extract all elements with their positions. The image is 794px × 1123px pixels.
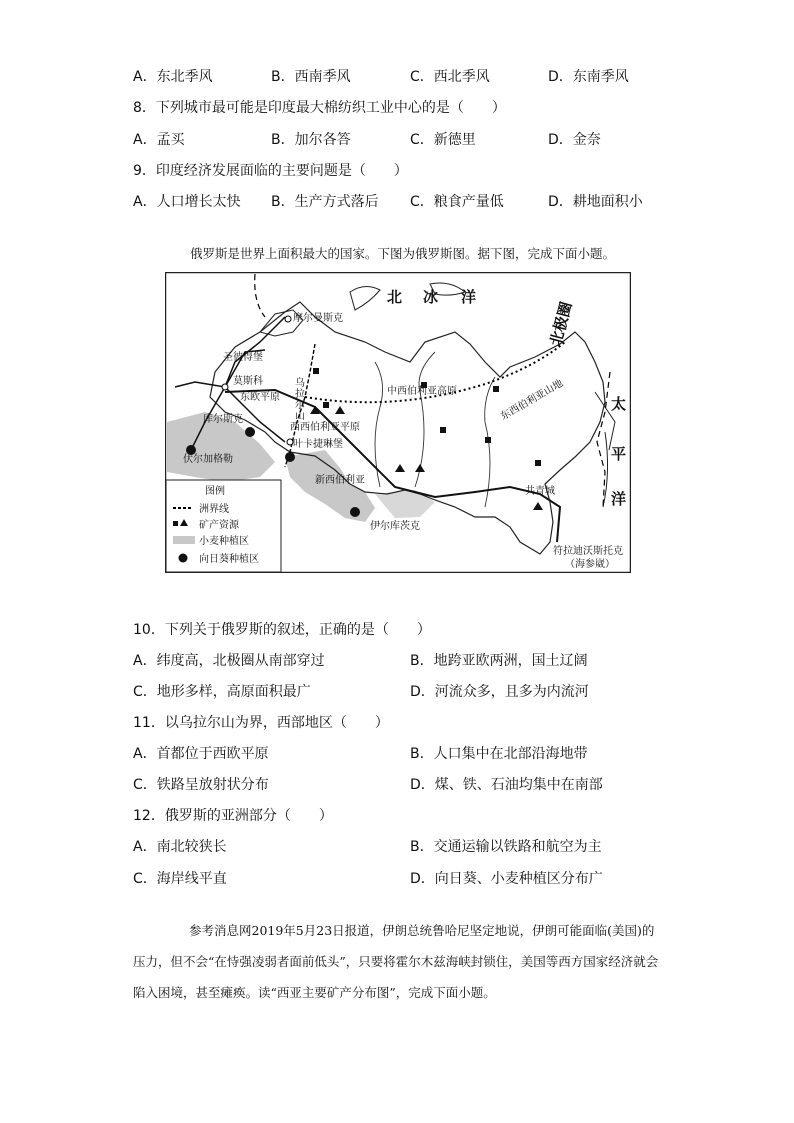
label-ocean-pacific-3: 洋	[611, 490, 627, 508]
legend-item-boundary: 洲界线	[199, 504, 229, 515]
q7-option-d: D．东南季风	[548, 69, 629, 85]
label-kursk: 库尔斯克	[203, 414, 243, 425]
mineral-resource-marker	[440, 427, 446, 433]
q8-option-a: A．孟买	[133, 132, 185, 148]
q7-option-a: A．东北季风	[133, 69, 213, 85]
q7-option-c: C．西北季风	[410, 69, 490, 85]
label-ocean-north-1: 北	[387, 288, 403, 306]
q10-option-a: A．纬度高，北极圈从南部穿过	[133, 653, 325, 669]
iran-paragraph: 参考消息网2019年5月23日报道，伊朗总统鲁哈尼坚定地说，伊朗可能面临(美国)的压力，但不会“在恃强凌弱者面前低头”，只要将霍尔木兹海峡封锁住，美国等西方国家经济就会陷入困境，甚至瘫痪。读“西亚主要矿产分布图”，完成下面小题。	[133, 923, 659, 1000]
q10-option-b: B．地跨亚欧两洲，国土辽阔	[410, 653, 588, 669]
legend-item-mineral: 矿产资源	[199, 520, 239, 531]
label-west-siberian-plain: 西西伯利亚平原	[290, 422, 360, 433]
label-east-european-plain: 东欧平原	[240, 392, 280, 403]
q11-option-b: B．人口集中在北部沿海地带	[410, 746, 588, 762]
label-vladivostok-alt: （海参崴）	[565, 559, 615, 570]
q9-option-b: B．生产方式落后	[271, 194, 379, 210]
label-arctic-circle: 北极圈	[546, 299, 576, 349]
q11-option-a: A．首都位于西欧平原	[133, 746, 269, 762]
label-irkutsk: 伊尔库茨克	[370, 521, 420, 532]
sunflower-marker	[285, 452, 295, 462]
map-legend	[166, 480, 281, 572]
mineral-resource-marker	[485, 437, 491, 443]
mineral-resource-marker	[323, 402, 329, 408]
q11-option-c: C．铁路呈放射状分布	[133, 777, 269, 793]
sunflower-marker	[245, 427, 255, 437]
q9-option-d: D．耕地面积小	[548, 194, 643, 210]
mineral-resource-marker	[535, 460, 541, 466]
legend-sunflower-symbol	[179, 554, 188, 563]
russia-intro: 俄罗斯是世界上面积最大的国家。下图为俄罗斯图。据下图，完成下面小题。	[190, 246, 616, 261]
legend-mineral-symbol	[173, 521, 178, 526]
label-east-siberian-mountains: 东西伯利亚山地	[499, 378, 566, 423]
label-yekaterinburg: 叶卡捷琳堡	[293, 439, 343, 450]
q10-option-c: C．地形多样，高原面积最广	[133, 684, 311, 700]
q11-stem: 11．以乌拉尔山为界，西部地区（ ）	[133, 715, 389, 731]
sunflower-marker	[350, 507, 360, 517]
q8-option-d: D．金奈	[548, 132, 601, 148]
label-volgograd: 伏尔加格勒	[183, 454, 233, 465]
q12-stem: 12．俄罗斯的亚洲部分（ ）	[133, 808, 333, 824]
mineral-resource-marker	[313, 368, 319, 374]
label-vladivostok: 符拉迪沃斯托克	[553, 546, 623, 557]
q12-option-c: C．海岸线平直	[133, 871, 227, 887]
label-ocean-pacific-1: 太	[611, 395, 627, 413]
q10-option-d: D．河流众多，且多为内流河	[410, 684, 589, 700]
mineral-resource-marker	[493, 386, 499, 392]
q10-stem: 10．下列关于俄罗斯的叙述，正确的是（ ）	[133, 622, 431, 638]
q8-option-c: C．新德里	[410, 132, 476, 148]
label-ocean-north-3: 洋	[461, 288, 477, 306]
label-murmansk: 摩尔曼斯克	[293, 313, 343, 324]
label-central-siberian-plateau: 中西伯利亚高原	[387, 386, 457, 397]
q8-stem: 8．下列城市最可能是印度最大棉纺织工业中心的是（ ）	[133, 100, 506, 116]
label-stpetersburg: 圣彼得堡	[223, 352, 263, 363]
label-ocean-pacific-2: 平	[611, 445, 627, 463]
q12-option-b: B．交通运输以铁路和航空为主	[410, 839, 602, 855]
label-moscow: 莫斯科	[233, 376, 263, 387]
q7-option-b: B．西南季风	[271, 69, 351, 85]
legend-title: 图例	[205, 486, 225, 497]
label-ocean-north-2: 冰	[423, 288, 439, 306]
label-komsomolsk: 共青城	[525, 486, 555, 497]
legend-item-wheat: 小麦种植区	[199, 536, 249, 547]
city-dot-moscow	[222, 384, 228, 390]
q12-option-a: A．南北较狭长	[133, 839, 227, 855]
q9-option-c: C．粮食产量低	[410, 194, 504, 210]
label-novosibirsk: 新西伯利亚	[315, 475, 365, 486]
q11-option-d: D．煤、铁、石油均集中在南部	[410, 777, 603, 793]
q12-option-d: D．向日葵、小麦种植区分布广	[410, 871, 603, 887]
legend-wheat-symbol	[173, 536, 195, 544]
q9-stem: 9．印度经济发展面临的主要问题是（ ）	[133, 163, 408, 179]
legend-item-sunflower: 向日葵种植区	[199, 554, 259, 565]
q8-option-b: B．加尔各答	[271, 132, 351, 148]
city-dot-murmansk	[285, 316, 291, 322]
russia-map	[165, 272, 631, 573]
label-ural: 乌拉尔山	[295, 378, 305, 422]
q9-option-a: A．人口增长太快	[133, 194, 241, 210]
